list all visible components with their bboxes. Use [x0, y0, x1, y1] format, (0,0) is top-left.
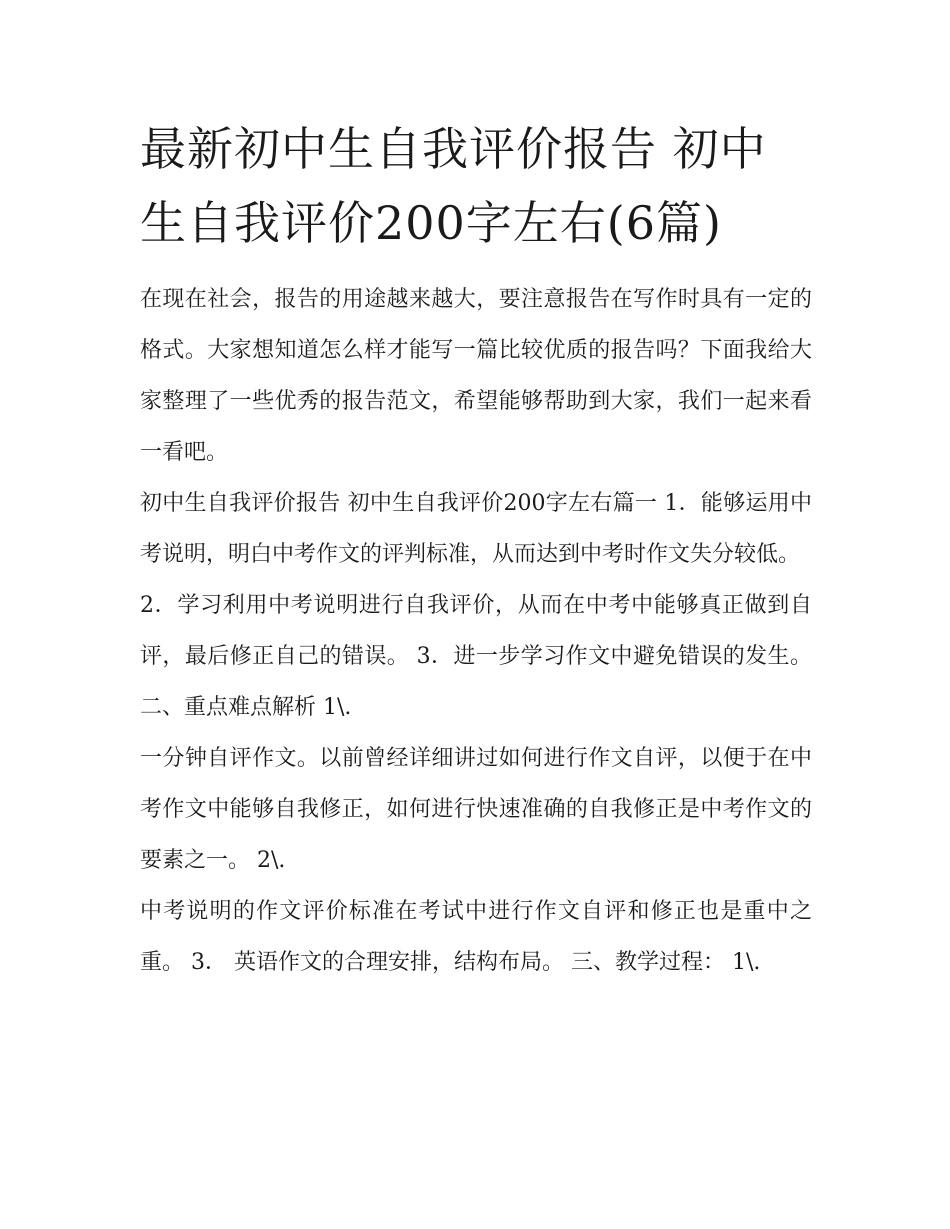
intro-paragraph: 在现在社会，报告的用途越来越大，要注意报告在写作时具有一定的格式。大家想知道怎么样才能写一篇比较优质的报告吗？下面我给大家整理了一些优秀的报告范文，希望能够帮助到大家，我们一起来看一看吧。 — [140, 287, 812, 465]
body-paragraph-2: 2．学习利用中考说明进行自我评价，从而在中考中能够真正做到自评，最后修正自己的错误。 3．进一步学习作文中避免错误的发生。 二、重点难点解析 1\. — [140, 593, 812, 720]
document-title: 最新初中生自我评价报告 初中生自我评价200字左右(6篇) — [140, 122, 767, 250]
document-page — [140, 112, 812, 988]
body-paragraph-1: 初中生自我评价报告 初中生自我评价200字左右篇一 1．能够运用中考说明，明白中考作文的评判标准，从而达到中考时作文失分较低。 — [140, 491, 812, 567]
body-paragraph-4: 中考说明的作文评价标准在考试中进行作文自评和修正也是重中之重。 3． 英语作文的合理安排，结构布局。 三、教学过程： 1\. — [140, 899, 812, 975]
body-paragraph-3: 一分钟自评作文。以前曾经详细讲过如何进行作文自评，以便于在中考作文中能够自我修正，如何进行快速准确的自我修正是中考作文的要素之一。 2\. — [140, 746, 812, 873]
